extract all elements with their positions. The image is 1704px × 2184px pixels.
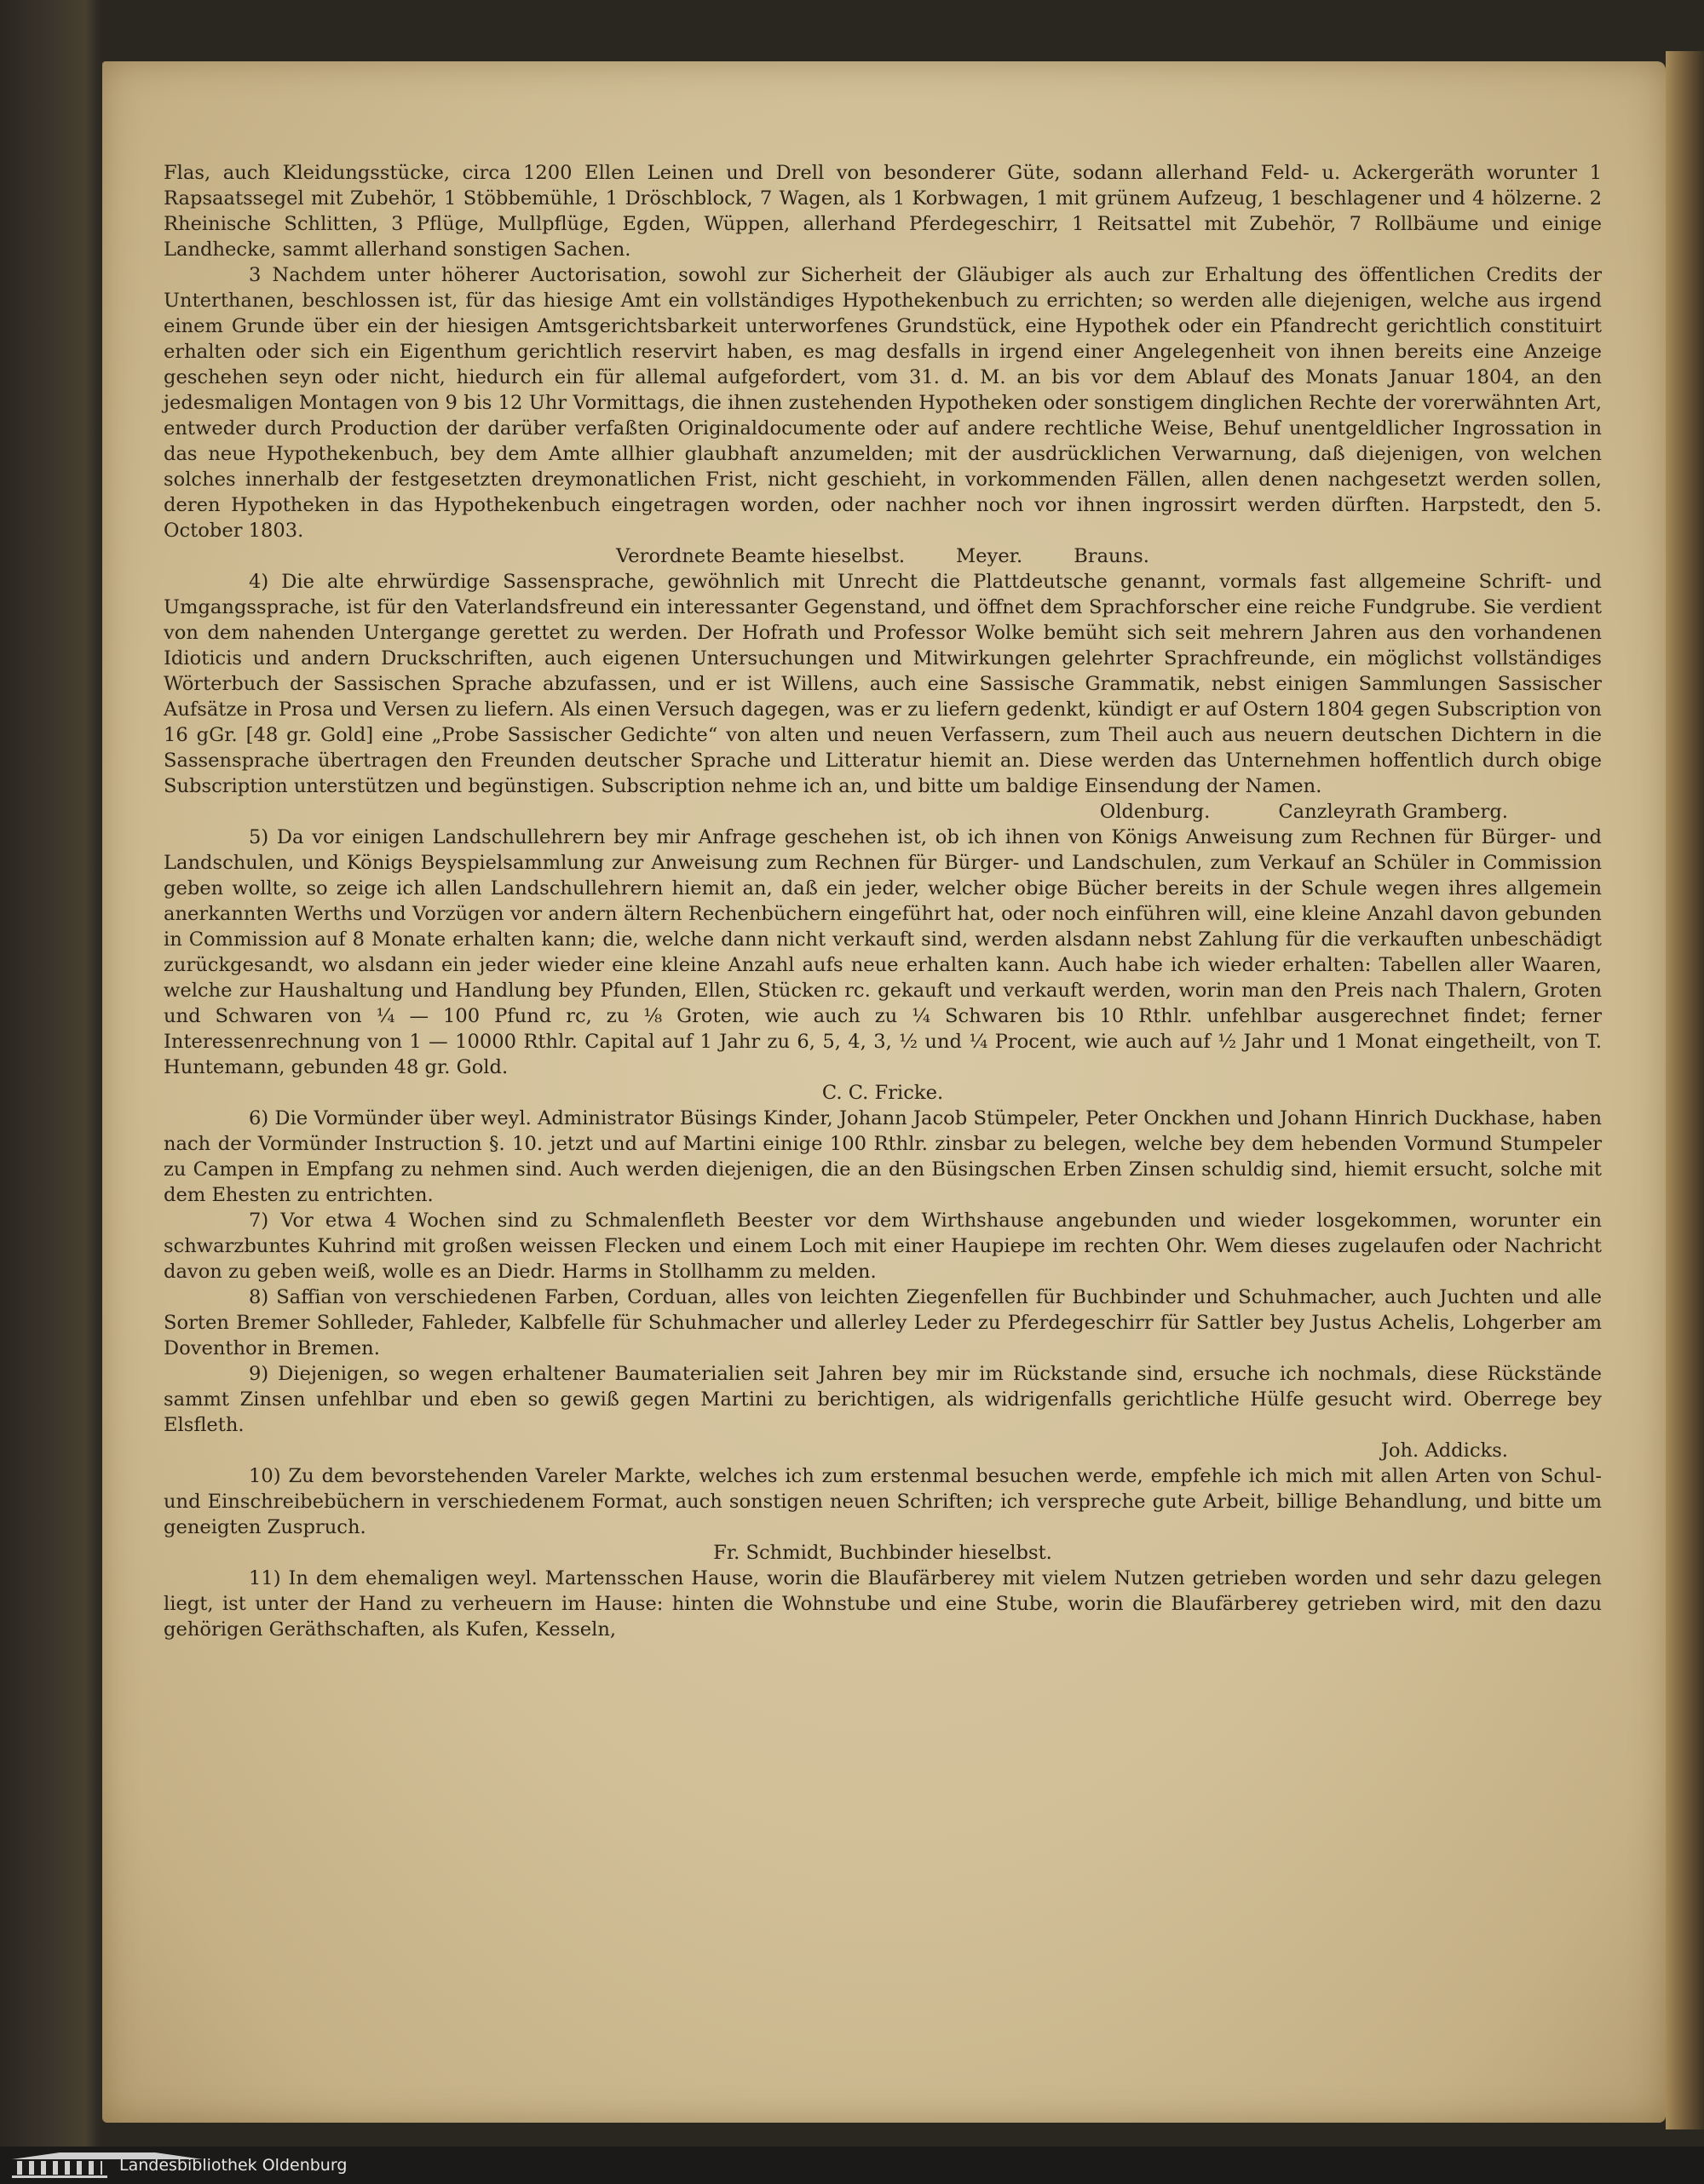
- signature-9: [164, 1438, 1602, 1463]
- viewer-footer: [0, 2147, 1704, 2184]
- paragraph-5: 5) Da vor einigen Landschullehrern bey mir Anfrage geschehen ist, ob ich ihnen von Königs Anweisung zum Rechnen für Bürger- und Landschulen, und Königs Beyspielsammlung zur Anweisung zum Rechnen für Bürger- und Landschulen, zum Verkauf an Schüler in Commission geben wollte, so zeige ich allen Landschullehrern hiemit an, daß ein jeder, welcher obige Bücher bereits in der Schule wegen ihres allgemein anerkannten Werths und Vorzügen vor andern ältern Rechenbüchern eingeführt hat, oder noch einführen will, eine kleine Anzahl davon gebunden in Commission auf 8 Monate erhalten kann; die, welche dann nicht verkauft sind, werden alsdann nebst Zahlung für die verkauften unbeschädigt zurückgesandt, wo alsdann ein jeder wieder eine kleine Anzahl aufs neue erhalten kann. Auch habe ich wieder erhalten: Tabellen aller Waaren, welche zur Haushaltung und Handlung bey Pfunden, Ellen, Stücken rc. gekauft und verkauft werden, worin man den Preis nach Thalern, Groten und Schwaren von ¼ — 100 Pfund rc, zu ⅛ Groten, wie auch zu ¼ Schwaren bis 10 Rthlr. unfehlbar ausgerechnet findet; ferner Interessenrechnung von 1 — 10000 Rthlr. Capital auf 1 Jahr zu 6, 5, 4, 3, ½ und ¼ Procent, wie auch auf ½ Jahr und 1 Monat eingetheilt, von T. Huntemann, gebunden 48 gr. Gold.: [164, 826, 1602, 1078]
- paragraph-4: 4) Die alte ehrwürdige Sassensprache, gewöhnlich mit Unrecht die Plattdeutsche genannt, vormals fast allgemeine Schrift- und Umgangssprache, ist für den Vaterlandsfreund ein interessanter Gegenstand, und öffnet dem Sprachforscher eine reiche Fundgrube. Sie verdient von dem nahenden Untergange gerettet zu werden. Der Hofrath und Professor Wolke bemüht sich seit mehrern Jahren aus den vorhandenen Idioticis und andern Druckschriften, auch eigenen Untersuchungen und Mitwirkungen gelehrter Sprachfreunde, ein möglichst vollständiges Wörterbuch der Sassischen Sprache abzufassen, und er ist Willens, auch eine Sassische Grammatik, nebst einigen Sammlungen Sassischer Aufsätze in Prosa und Versen zu liefern. Als einen Versuch dagegen, was er zu liefern gedenkt, kündigt er auf Ostern 1804 gegen Subscription von 16 gGr. [48 gr. Gold] eine „Probe Sassischer Gedichte“ von alten und neuen Verfassern, zum Theil auch aus neuern deutschen Dichtern in die Sassensprache übertragen den Freunden deutscher Sprache und Litteratur hiemit an. Diese werden das Unternehmen hoffentlich durch obige Subscription unterstützen und begünstigen. Subscription nehme ich an, und bitte um baldige Einsendung der Namen.: [164, 571, 1602, 797]
- paragraph-11: 11) In dem ehemaligen weyl. Martensschen Hause, worin die Blaufärberey mit vielem Nutzen getrieben worden und sehr dazu gelegen liegt, ist unter der Hand zu verheuern im Hause: hinten die Wohnstube und eine Stube, worin die Blaufärberey getrieben wird, mit den dazu gehörigen Geräthschaften, als Kufen, Kesseln,: [164, 1567, 1602, 1641]
- signature-3-name-1: Meyer.: [956, 545, 1023, 567]
- paragraph-7: 7) Vor etwa 4 Wochen sind zu Schmalenfleth Beester vor dem Wirthshause angebunden und wieder losgekommen, worunter ein schwarzbuntes Kuhrind mit großen weissen Flecken und einem Loch mit einer Haupiepe im rechten Ohr. Wem dieses zugelaufen oder Nachricht davon zu geben weiß, wolle es an Diedr. Harms in Stollhamm zu melden.: [164, 1210, 1602, 1283]
- paragraph-6: 6) Die Vormünder über weyl. Administrator Büsings Kinder, Johann Jacob Stümpeler, Peter Onckhen und Johann Hinrich Duckhase, haben nach der Vormünder Instruction §. 10. jetzt und auf Martini einige 100 Rthlr. zinsbar zu belegen, welche bey dem hebenden Vormund Stumpeler zu Campen in Empfang zu nehmen sind. Auch werden diejenigen, die an den Büsingschen Erben Zinsen schuldig sind, hiemit ersucht, solche mit dem Ehesten zu entrichten.: [164, 1107, 1602, 1206]
- document-text: [164, 160, 1602, 1642]
- library-name: Landesbibliothek Oldenburg: [119, 2156, 348, 2175]
- paragraph-3: 3 Nachdem unter höherer Auctorisation, sowohl zur Sicherheit der Gläubiger als auch zur Erhaltung des öffentlichen Credits der Unterthanen, beschlossen ist, für das hiesige Amt ein vollständiges Hypothekenbuch zu errichten; so werden alle diejenigen, welche aus irgend einem Grunde über ein der hiesigen Amtsgerichtsbarkeit unterworfenes Grundstück, eine Hypothek oder ein Pfandrecht gerichtlich constituirt erhalten oder sich ein Eigenthum gerichtlich reservirt haben, es mag desfalls in irgend einer Angelegenheit von ihnen bereits eine Anzeige geschehen seyn oder nicht, hiedurch ein für allemal aufgefordert, vom 31. d. M. an bis vor dem Ablauf des Monats Januar 1804, an den jedesmaligen Montagen von 9 bis 12 Uhr Vormittags, die ihnen zustehenden Hypotheken oder sonstigem dinglichen Rechte der vorerwähnten Art, entweder durch Production der darüber verfaßten Originaldocumente oder auf andere rechtliche Weise, Behuf unentgeldlicher Ingrossation in das neue Hypothekenbuch, bey dem Amte allhier glaubhaft anzumelden; mit der ausdrücklichen Verwarnung, daß diejenigen, von welchen solches innerhalb der festgesetzten dreymonatlichen Frist, nicht geschieht, in vorkommenden Fällen, allen denen nachgesetzt werden sollen, deren Hypotheken in das Hypothekenbuch eingetragen worden, oder nachher noch vor ihnen ingrossirt werden dürften. Harpstedt, den 5. October 1803.: [164, 264, 1602, 542]
- signature-3-authority: Verordnete Beamte hieselbst.: [616, 545, 906, 567]
- page-edge: [1666, 51, 1704, 2129]
- signature-10-name: Fr. Schmidt, Buchbinder hieselbst.: [713, 1542, 1052, 1564]
- paragraph-8: 8) Saffian von verschiedenen Farben, Corduan, alles von leichten Ziegenfellen für Buchbinder und Schuhmacher, auch Juchten und alle Sorten Bremer Sohlleder, Fahleder, Kalbfelle für Schuhmacher und allerley Leder zu Pferdegeschirr für Sattler bey Justus Achelis, Lohgerber am Doventhor in Bremen.: [164, 1286, 1602, 1359]
- signature-4-place: Oldenburg.: [1099, 801, 1211, 823]
- signature-5: [164, 1080, 1602, 1106]
- signature-4-name: Canzleyrath Gramberg.: [1278, 801, 1508, 823]
- signature-10: [164, 1540, 1602, 1566]
- signature-5-name: C. C. Fricke.: [821, 1082, 944, 1104]
- library-logo-icon: [12, 2152, 107, 2178]
- signature-3: [164, 543, 1602, 569]
- signature-9-name: Joh. Addicks.: [1380, 1440, 1508, 1462]
- paragraph-10: 10) Zu dem bevorstehenden Vareler Markte, welches ich zum erstenmal besuchen werde, empfehle ich mich mit allen Arten von Schul- und Einschreibebüchern in verschiedenem Format, auch sonstigen neuen Schriften; ich verspreche gute Arbeit, billige Behandlung, und bitte um geneigten Zuspruch.: [164, 1465, 1602, 1538]
- signature-3-name-2: Brauns.: [1074, 545, 1149, 567]
- signature-4: [164, 799, 1602, 825]
- paragraph-continuation: Flas, auch Kleidungsstücke, circa 1200 Ellen Leinen und Drell von besonderer Güte, sodann allerhand Feld- u. Ackergeräth worunter 1 Rapsaatssegel mit Zubehör, 1 Stöbbemühle, 1 Dröschblock, 7 Wagen, als 1 Korbwagen, 1 mit grünem Aufzeug, 1 beschlagener und 4 hölzerne. 2 Rheinische Schlitten, 3 Pflüge, Mullpflüge, Egden, Wüppen, allerhand Pferdegeschirr, 1 Reitsattel mit Zubehör, 7 Rollbäume und einige Landhecke, sammt allerhand sonstigen Sachen.: [164, 162, 1602, 261]
- paragraph-9: 9) Diejenigen, so wegen erhaltener Baumaterialien seit Jahren bey mir im Rückstande sind, ersuche ich nochmals, diese Rückstände sammt Zinsen unfehlbar und eben so gewiß gegen Martini zu berichtigen, als widrigenfalls gerichtliche Hülfe gesucht wird. Oberrege bey Elsfleth.: [164, 1363, 1602, 1436]
